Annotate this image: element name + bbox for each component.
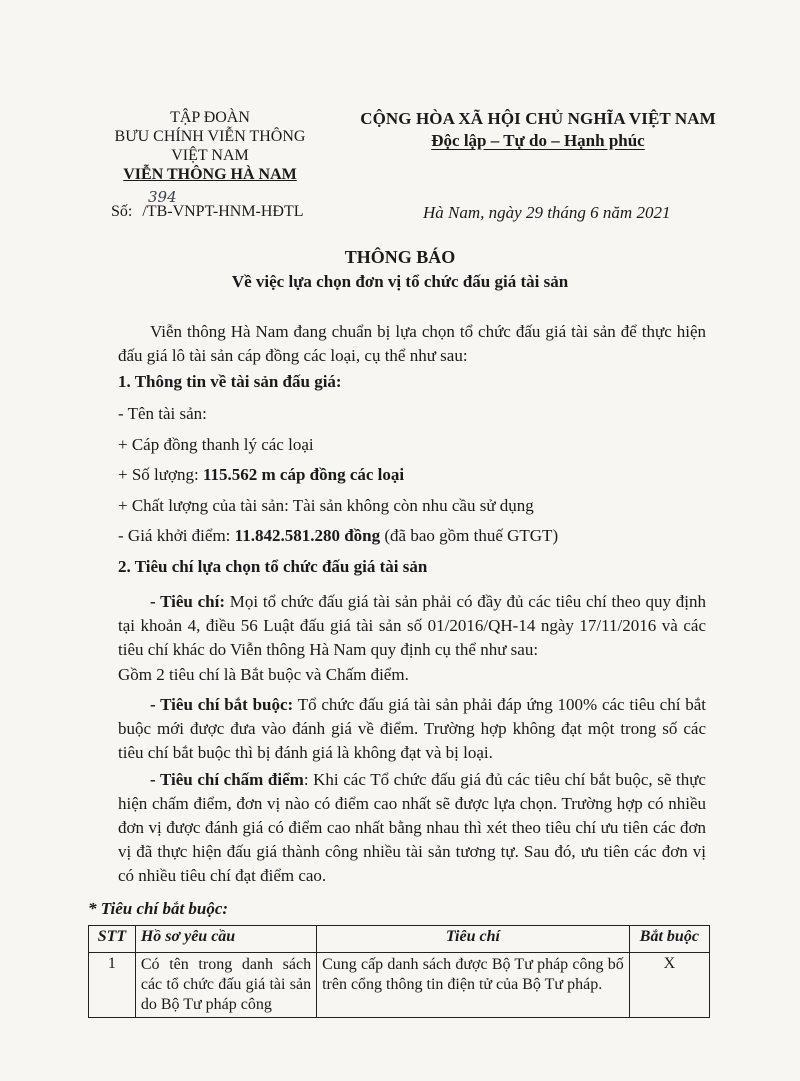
criteria-count: Gồm 2 tiêu chí là Bắt buộc và Chấm điểm.	[118, 665, 409, 684]
price-note: (đã bao gồm thuế GTGT)	[380, 526, 559, 545]
mandatory-label: - Tiêu chí bắt buộc:	[150, 695, 294, 714]
quantity-label: + Số lượng:	[118, 465, 203, 484]
republic-name: CỘNG HÒA XÃ HỘI CHỦ NGHĨA VIỆT NAM	[360, 109, 716, 128]
criteria-paragraph	[118, 590, 706, 662]
scoring-paragraph	[118, 768, 706, 888]
mandatory-paragraph	[118, 693, 706, 765]
section-1-heading: 1. Thông tin về tài sản đấu giá:	[118, 372, 342, 391]
header-stt: STT	[89, 926, 136, 953]
asset-quantity	[118, 463, 404, 487]
asset-name-value: + Cáp đồng thanh lý các loại	[118, 435, 314, 454]
row-stt: 1	[89, 953, 136, 1018]
asset-name-label: - Tên tài sản:	[118, 404, 207, 423]
row-document: Có tên trong danh sách các tổ chức đấu giá tài sản do Bộ Tư pháp công	[135, 953, 316, 1018]
criteria-text: Mọi tổ chức đấu giá tài sản phải có đầy đủ các tiêu chí theo quy định tại khoản 4, điều 56 Luật đấu giá tài sản số 01/2016/QH-14 ngày 17/11/2016 và các tiêu chí khác do Viễn thông Hà Nam quy định cụ thể như sau:	[118, 592, 706, 659]
price-label: - Giá khởi điểm:	[118, 526, 235, 545]
document-title: THÔNG BÁO	[344, 247, 456, 267]
handwritten-number: 394	[148, 188, 177, 206]
org-line-4: VIỄN THÔNG HÀ NAM	[123, 166, 297, 183]
quantity-value: 115.562 m cáp đồng các loại	[202, 465, 405, 484]
org-line-1: TẬP ĐOÀN	[170, 109, 250, 126]
doc-number-suffix: /TB-VNPT-HNM-HĐTL	[142, 203, 304, 220]
org-line-3: VIỆT NAM	[171, 147, 249, 164]
table-row	[89, 953, 710, 1018]
starting-price	[118, 524, 558, 548]
national-header	[318, 108, 758, 152]
document-subtitle: Về việc lựa chọn đơn vị tổ chức đấu giá tài sản	[231, 272, 569, 291]
section-2-heading: 2. Tiêu chí lựa chọn tổ chức đấu giá tài sản	[118, 557, 428, 576]
table-header-row	[89, 926, 710, 953]
table-caption: * Tiêu chí bắt buộc:	[88, 899, 229, 918]
mandatory-criteria-table	[88, 925, 710, 1018]
asset-quality: + Chất lượng của tài sản: Tài sản không còn nhu cầu sử dụng	[118, 496, 534, 515]
scoring-label: - Tiêu chí chấm điểm	[150, 770, 304, 789]
header-document: Hồ sơ yêu cầu	[135, 926, 316, 953]
price-value: 11.842.581.280 đồng	[234, 526, 381, 545]
criteria-label: - Tiêu chí:	[150, 592, 226, 611]
header-criterion: Tiêu chí	[317, 926, 630, 953]
intro-paragraph: Viễn thông Hà Nam đang chuẩn bị lựa chọn tổ chức đấu giá tài sản để thực hiện đấu giá lô tài sản cáp đồng các loại, cụ thể như sau:	[118, 322, 706, 365]
row-required: X	[629, 953, 709, 1018]
national-motto: Độc lập – Tự do – Hạnh phúc	[431, 131, 645, 150]
issue-date: Hà Nam, ngày 29 tháng 6 năm 2021	[423, 203, 671, 222]
document-number	[111, 188, 304, 221]
org-line-2: BƯU CHÍNH VIỄN THÔNG	[114, 128, 306, 145]
scoring-text: : Khi các Tổ chức đấu giá đủ các tiêu chí bắt buộc, sẽ thực hiện chấm điểm, đơn vị nào có điểm cao nhất sẽ được lựa chọn. Trường hợp có nhiều đơn vị được đánh giá có điểm cao nhất bằng nhau thì xét theo tiêu chí ưu tiên các đơn vị đã thực hiện đấu giá thành công nhiều tài sản tương tự. Sau đó, ưu tiên các đơn vị có nhiều tiêu chí đạt điểm cao.	[118, 770, 706, 885]
issuing-organization	[88, 108, 332, 184]
mandatory-text: Tổ chức đấu giá tài sản phải đáp ứng 100% các tiêu chí bắt buộc mới được đưa vào đánh giá về điểm. Trường hợp không đạt một trong số các tiêu chí bắt buộc thì bị đánh giá là không đạt và bị loại.	[118, 695, 706, 762]
doc-number-prefix: Số:	[111, 203, 133, 220]
header-required: Bắt buộc	[629, 926, 709, 953]
row-criterion: Cung cấp danh sách được Bộ Tư pháp công bố trên cổng thông tin điện tử của Bộ Tư pháp.	[317, 953, 630, 1018]
